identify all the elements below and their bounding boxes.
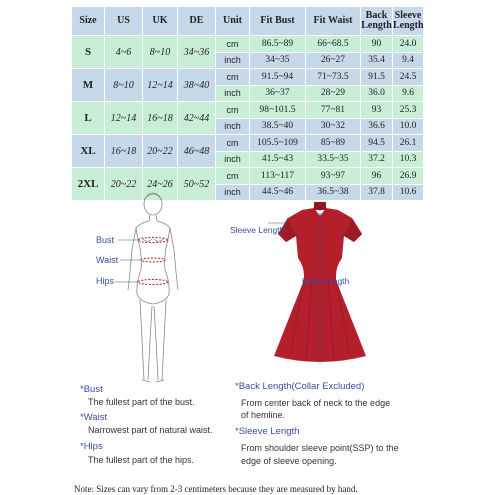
table-row <box>72 102 424 119</box>
waist-cell: 36.5~38 <box>306 184 361 201</box>
dress-figure <box>240 196 400 376</box>
sleeve-cell: 24.5 <box>393 69 424 86</box>
sleeve-cell: 9.4 <box>393 52 424 69</box>
us-cell: 20~22 <box>105 168 143 201</box>
bust-desc: The fullest part of the bust. <box>88 397 195 407</box>
uk-cell: 8~10 <box>143 36 178 69</box>
bust-cell: 36~37 <box>250 85 306 102</box>
uk-cell: 20~22 <box>143 135 178 168</box>
unit-cell: inch <box>216 52 250 69</box>
header-size: Size <box>72 7 105 36</box>
bust-cell: 38.5~40 <box>250 118 306 135</box>
hips-desc: The fullest part of the hips. <box>88 455 195 465</box>
bust-cell: 44.5~46 <box>250 184 306 201</box>
us-cell: 12~14 <box>105 102 143 135</box>
bust-cell: 86.5~89 <box>250 36 306 53</box>
bust-cell: 98~101.5 <box>250 102 306 119</box>
header-unit: Unit <box>216 7 250 36</box>
uk-cell: 16~18 <box>143 102 178 135</box>
back-cell: 96 <box>361 168 393 185</box>
hips-term: *Hips <box>80 441 103 452</box>
waist-cell: 66~68.5 <box>306 36 361 53</box>
sleeve-length-term: *Sleeve Length <box>235 426 300 437</box>
bust-cell: 113~117 <box>250 168 306 185</box>
waist-term: *Waist <box>80 412 108 423</box>
unit-cell: inch <box>216 85 250 102</box>
bust-cell: 34~35 <box>250 52 306 69</box>
de-cell: 38~40 <box>178 69 216 102</box>
red-dress-illustration <box>240 196 400 376</box>
waist-label: Waist <box>96 255 119 265</box>
hips-label: Hips <box>96 276 115 286</box>
back-cell: 94.5 <box>361 135 393 152</box>
size-cell: L <box>72 102 105 135</box>
table-row <box>72 135 424 152</box>
waist-cell: 26~27 <box>306 52 361 69</box>
back-cell: 37.8 <box>361 184 393 201</box>
unit-cell: inch <box>216 151 250 168</box>
header-sleeve-length: Sleeve Length <box>393 7 424 36</box>
unit-cell: inch <box>216 184 250 201</box>
back-cell: 36.0 <box>361 85 393 102</box>
waist-cell: 71~73.5 <box>306 69 361 86</box>
bust-term: *Bust <box>80 384 103 395</box>
back-cell: 90 <box>361 36 393 53</box>
sleeve-length-desc-2: edge of sleeve opening. <box>241 456 337 466</box>
uk-cell: 24~26 <box>143 168 178 201</box>
header-back-length: Back Length <box>361 7 393 36</box>
size-table <box>71 6 424 201</box>
us-cell: 16~18 <box>105 135 143 168</box>
back-cell: 93 <box>361 102 393 119</box>
waist-cell: 93~97 <box>306 168 361 185</box>
bust-cell: 41.5~43 <box>250 151 306 168</box>
table-header-row <box>72 7 424 36</box>
back-length-term: *Back Length(Collar Excluded) <box>235 381 365 392</box>
body-outline-illustration <box>70 190 200 390</box>
de-cell: 46~48 <box>178 135 216 168</box>
back-cell: 35.4 <box>361 52 393 69</box>
back-length-label: Back Length <box>302 276 350 286</box>
header-uk: UK <box>143 7 178 36</box>
table-row <box>72 36 424 53</box>
back-cell: 36.6 <box>361 118 393 135</box>
table-row <box>72 69 424 86</box>
size-cell: S <box>72 36 105 69</box>
sleeve-cell: 26.9 <box>393 168 424 185</box>
bust-cell: 91.5~94 <box>250 69 306 86</box>
size-cell: 2XL <box>72 168 105 201</box>
waist-cell: 30~32 <box>306 118 361 135</box>
waist-cell: 33.5~35 <box>306 151 361 168</box>
de-cell: 50~52 <box>178 168 216 201</box>
waist-cell: 77~81 <box>306 102 361 119</box>
measurement-note: Note: Sizes can vary from 2-3 centimeters because they are measured by hand. <box>74 484 358 494</box>
sleeve-cell: 25.3 <box>393 102 424 119</box>
header-us: US <box>105 7 143 36</box>
bust-cell: 105.5~109 <box>250 135 306 152</box>
sleeve-cell: 9.6 <box>393 85 424 102</box>
unit-cell: cm <box>216 69 250 86</box>
waist-cell: 28~29 <box>306 85 361 102</box>
unit-cell: cm <box>216 168 250 185</box>
size-cell: M <box>72 69 105 102</box>
uk-cell: 12~14 <box>143 69 178 102</box>
sleeve-length-desc-1: From shoulder sleeve point(SSP) to the <box>241 443 399 453</box>
sleeve-cell: 10.6 <box>393 184 424 201</box>
table-row <box>72 168 424 185</box>
sleeve-length-label: Sleeve Length <box>230 225 285 235</box>
sleeve-cell: 10.3 <box>393 151 424 168</box>
sleeve-cell: 26.1 <box>393 135 424 152</box>
unit-cell: cm <box>216 102 250 119</box>
header-fit-bust: Fit Bust <box>250 7 306 36</box>
header-de: DE <box>178 7 216 36</box>
header-fit-waist: Fit Waist <box>306 7 361 36</box>
de-cell: 34~36 <box>178 36 216 69</box>
waist-desc: Narrowest part of natural waist. <box>88 425 213 435</box>
waist-cell: 85~89 <box>306 135 361 152</box>
back-length-desc-2: of hemline. <box>241 410 286 420</box>
bust-label: Bust <box>96 235 115 245</box>
back-length-desc-1: From center back of neck to the edge <box>241 398 391 408</box>
unit-cell: cm <box>216 36 250 53</box>
de-cell: 42~44 <box>178 102 216 135</box>
body-figure <box>70 190 200 390</box>
back-cell: 91.5 <box>361 69 393 86</box>
sleeve-cell: 10.0 <box>393 118 424 135</box>
back-cell: 37.2 <box>361 151 393 168</box>
sleeve-cell: 24.0 <box>393 36 424 53</box>
unit-cell: inch <box>216 118 250 135</box>
unit-cell: cm <box>216 135 250 152</box>
us-cell: 8~10 <box>105 69 143 102</box>
size-cell: XL <box>72 135 105 168</box>
us-cell: 4~6 <box>105 36 143 69</box>
